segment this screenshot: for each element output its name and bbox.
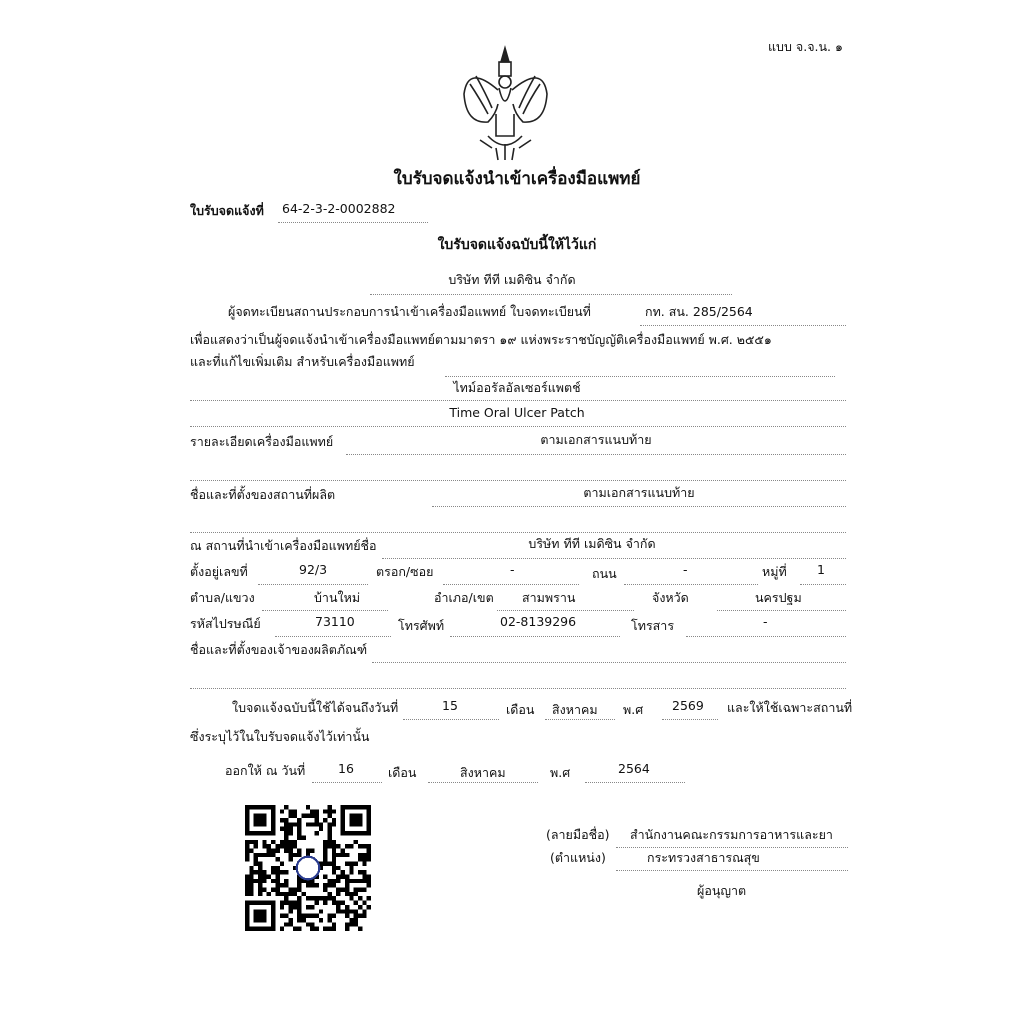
- fax-label: โทรสาร: [631, 618, 675, 633]
- product-name-en: Time Oral Ulcer Patch: [449, 405, 585, 420]
- form-code: แบบ จ.จ.น. ๑: [768, 39, 843, 54]
- import-place-value: บริษัท ทีที เมดิซิน จำกัด: [528, 536, 656, 551]
- tambon-value: บ้านใหม่: [314, 590, 361, 605]
- license-no: กท. สน. 285/2564: [645, 304, 753, 319]
- company-name: บริษัท ทีที เมดิซิน จำกัด: [448, 272, 576, 287]
- signature-label: (ลายมือชื่อ): [546, 827, 610, 842]
- product-name-th: ไทม์ออรัลอัลเซอร์แพตช์: [453, 380, 581, 395]
- paragraph-line2: เพื่อแสดงว่าเป็นผู้จดแจ้งนำเข้าเครื่องมือแพทย์ตามมาตรา ๑๙ แห่งพระราชบัญญัติเครื่องมือแพทย์ พ.ศ. ๒๕๕๑: [190, 332, 772, 347]
- validity-month-label: เดือน: [506, 702, 535, 717]
- issued-day: 16: [338, 761, 354, 776]
- soi-value: -: [510, 562, 515, 577]
- validity-month: สิงหาคม: [552, 702, 598, 717]
- validity-year: 2569: [672, 698, 704, 713]
- manufacturer-value: ตามเอกสารแนบท้าย: [583, 485, 695, 500]
- details-label: รายละเอียดเครื่องมือแพทย์: [190, 434, 334, 449]
- validity-label: ใบจดแจ้งฉบับนี้ใช้ได้จนถึงวันที่: [232, 700, 399, 715]
- receipt-no-label: ใบรับจดแจ้งที่: [190, 203, 264, 218]
- validity-day: 15: [442, 698, 458, 713]
- fda-logo-icon: [297, 857, 320, 880]
- issued-month-label: เดือน: [388, 765, 417, 780]
- qr-code[interactable]: [245, 805, 371, 931]
- fax-value: -: [763, 614, 768, 629]
- address-no: 92/3: [299, 562, 328, 577]
- signature-value: สำนักงานคณะกรรมการอาหารและยา: [630, 827, 833, 842]
- phone-value: 02-8139296: [500, 614, 577, 629]
- issued-year-label: พ.ศ: [550, 765, 571, 780]
- garuda-emblem: [458, 44, 553, 162]
- issued-to-heading: ใบรับจดแจ้งฉบับนี้ให้ไว้แก่: [437, 237, 597, 253]
- road-value: -: [683, 562, 688, 577]
- moo-label: หมู่ที่: [762, 564, 787, 579]
- tambon-label: ตำบล/แขวง: [190, 590, 255, 605]
- address-no-label: ตั้งอยู่เลขที่: [190, 564, 248, 579]
- manufacturer-label: ชื่อและที่ตั้งของสถานที่ผลิต: [190, 487, 336, 502]
- moo-value: 1: [817, 562, 825, 577]
- phone-label: โทรศัพท์: [398, 618, 445, 633]
- postcode-value: 73110: [315, 614, 355, 629]
- import-place-label: ณ สถานที่นำเข้าเครื่องมือแพทย์ชื่อ: [190, 538, 377, 553]
- details-value: ตามเอกสารแนบท้าย: [540, 432, 652, 447]
- province-label: จังหวัด: [652, 590, 689, 605]
- validity-year-label: พ.ศ: [623, 702, 644, 717]
- paragraph-line3: และที่แก้ไขเพิ่มเติม สำหรับเครื่องมือแพทย์: [190, 354, 415, 369]
- amphoe-label: อำเภอ/เขต: [434, 590, 494, 605]
- province-value: นครปฐม: [755, 590, 802, 605]
- receipt-no-value: 64-2-3-2-0002882: [282, 201, 396, 216]
- road-label: ถนน: [592, 566, 617, 581]
- postcode-label: รหัสไปรษณีย์: [190, 616, 261, 631]
- validity-line2: ซึ่งระบุไว้ในใบรับจดแจ้งไว้เท่านั้น: [190, 729, 370, 744]
- soi-label: ตรอก/ซอย: [376, 564, 434, 579]
- validity-tail: และให้ใช้เฉพาะสถานที่: [727, 700, 853, 715]
- position-value: กระทรวงสาธารณสุข: [647, 850, 760, 865]
- position-label: (ตำแหน่ง): [550, 850, 606, 865]
- issued-month: สิงหาคม: [460, 765, 506, 780]
- signer-role: ผู้อนุญาต: [697, 883, 747, 898]
- amphoe-value: สามพราน: [522, 590, 576, 605]
- issued-year: 2564: [618, 761, 650, 776]
- document-title: ใบรับจดแจ้งนำเข้าเครื่องมือแพทย์: [393, 169, 641, 189]
- paragraph-line1: ผู้จดทะเบียนสถานประกอบการนำเข้าเครื่องมือแพทย์ ใบจดทะเบียนที่: [228, 304, 591, 319]
- owner-label: ชื่อและที่ตั้งของเจ้าของผลิตภัณฑ์: [190, 642, 368, 657]
- issued-label: ออกให้ ณ วันที่: [225, 763, 306, 778]
